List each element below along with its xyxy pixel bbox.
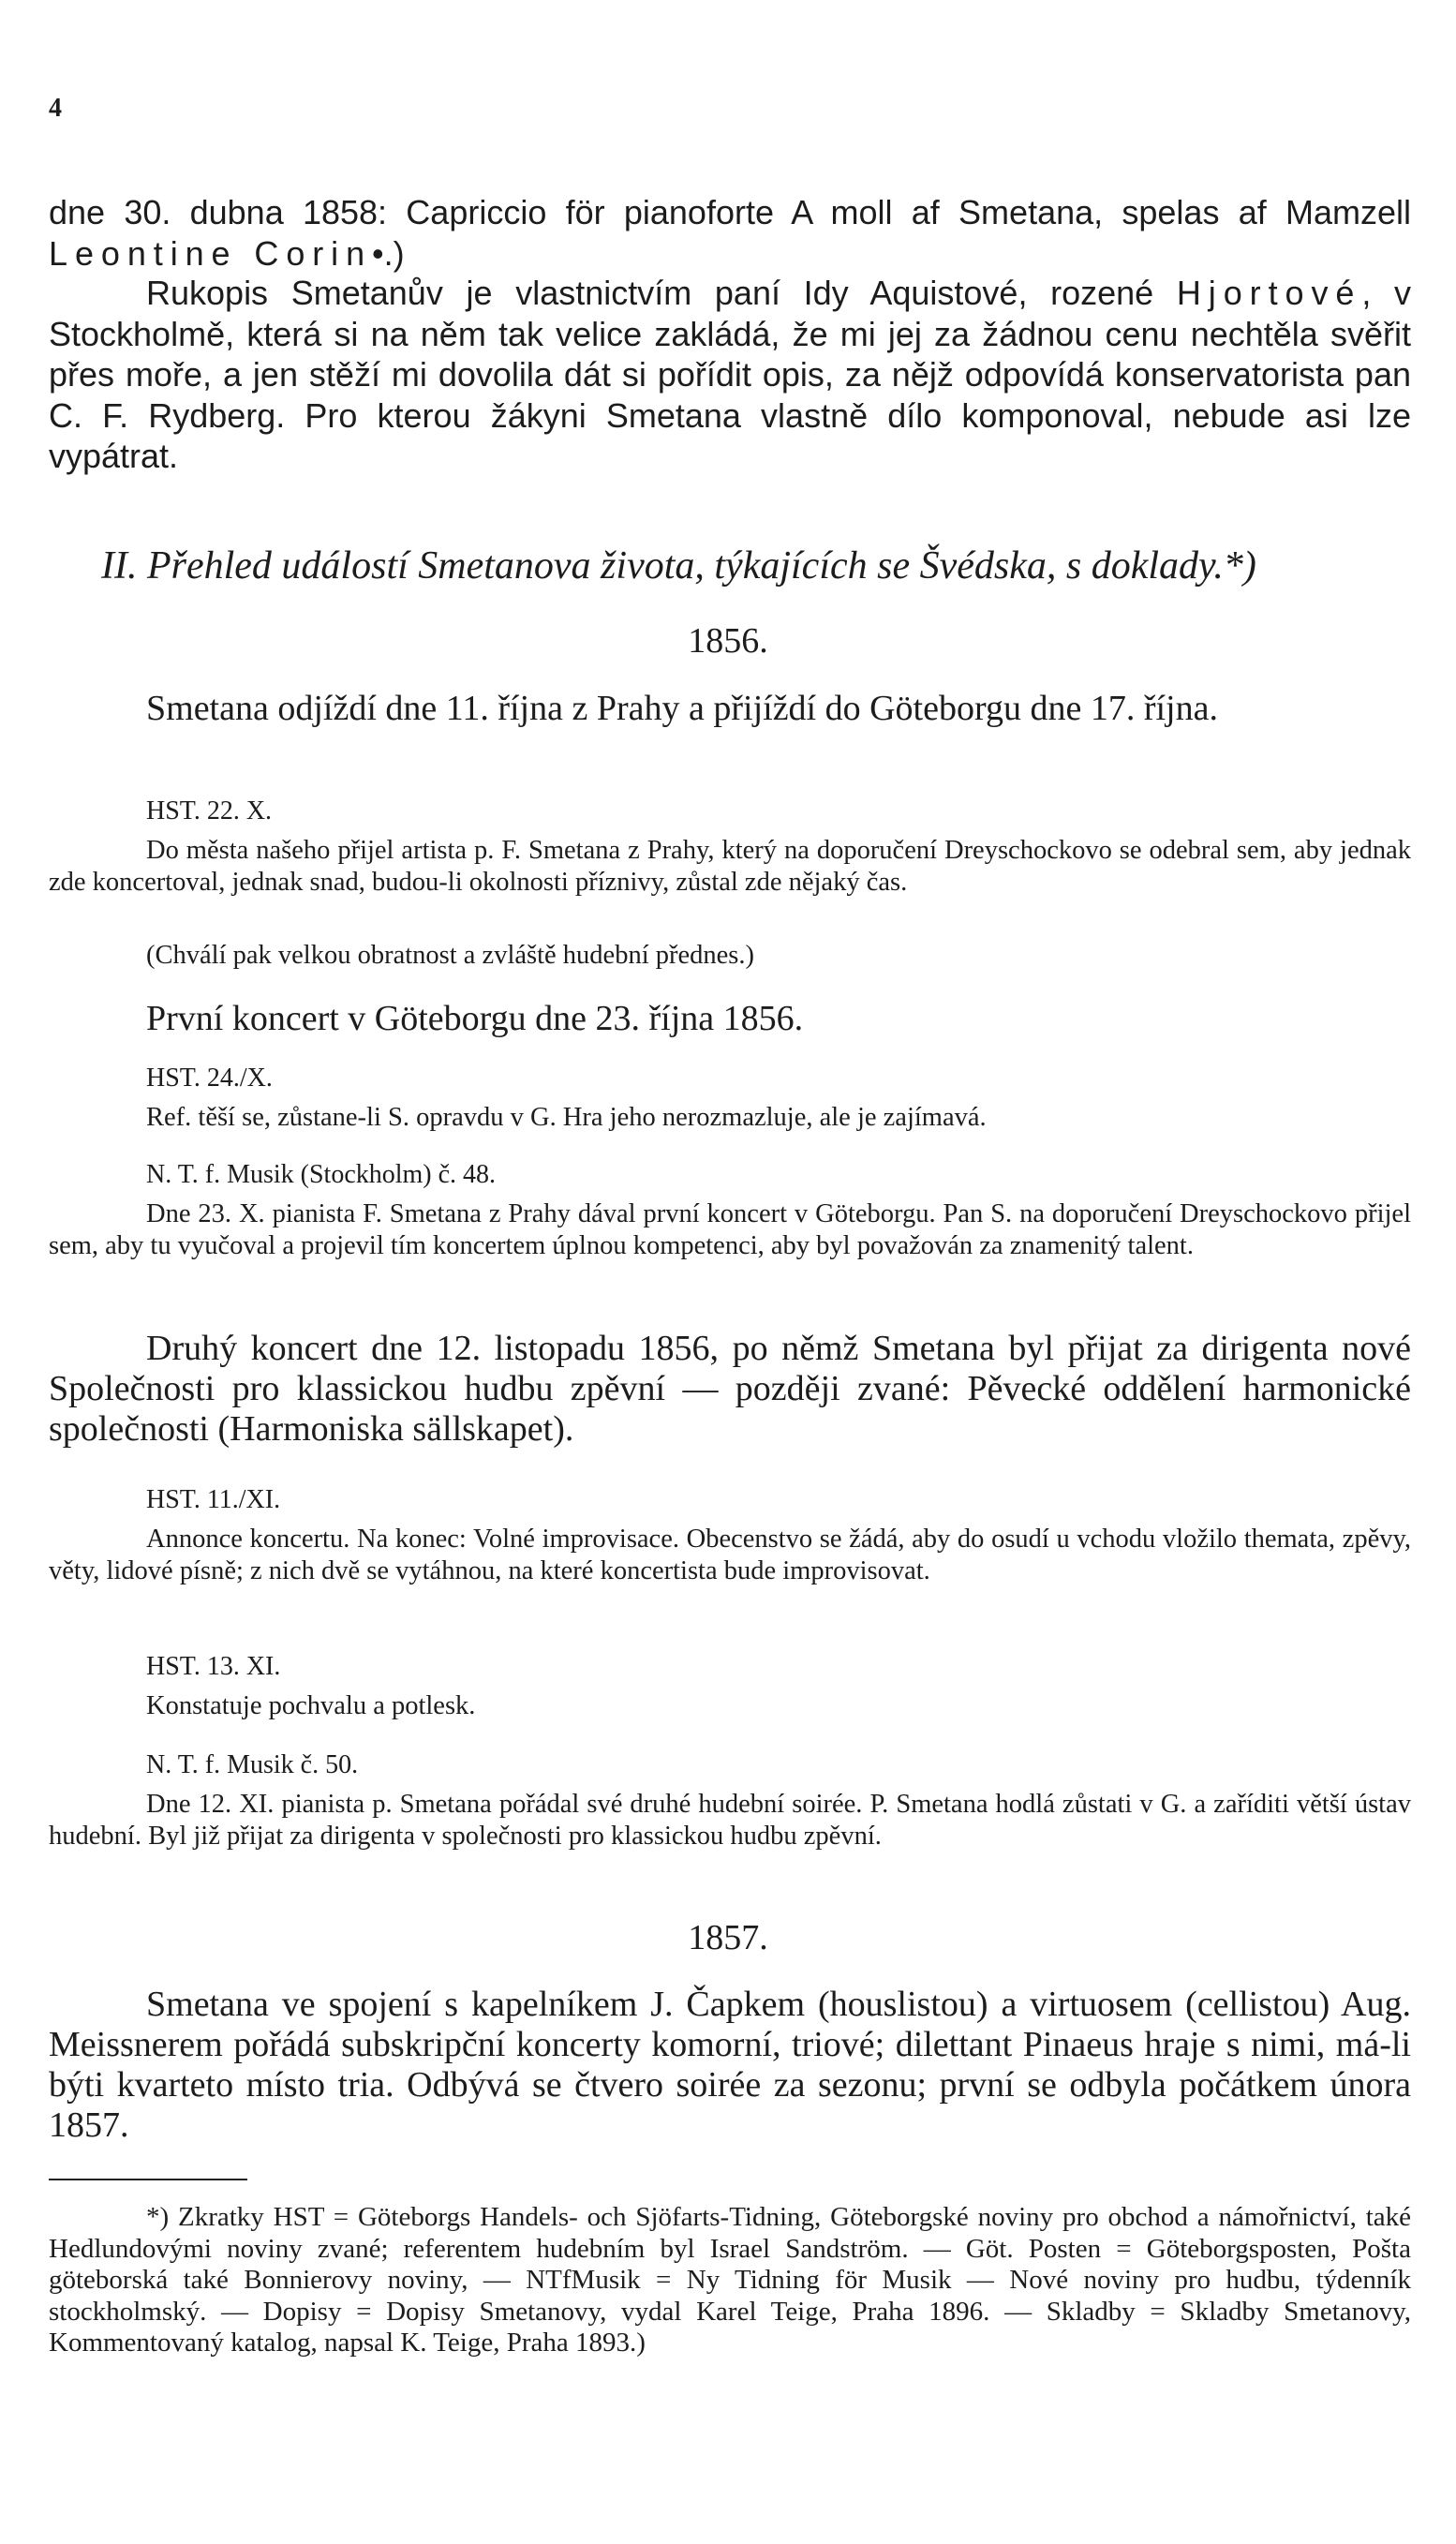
paragraph-1857: Smetana ve spojení s kapelníkem J. Čapkem (houslistou) a virtuosem (cellistou) Aug. Meissnerem pořádá subskripční koncerty komorní, triové; dilettant Pinaeus hraje s nimi, má-li býti kvarteto místo tria. Odbývá se čtvero soirée za sezonu; první se odbyla počátkem února 1857. xyxy=(49,1985,1411,2145)
first-concert-paragraph: První koncert v Göteborgu dne 23. října 1856. xyxy=(146,999,804,1038)
intro-para2-end: , v Stockholmě, která si na něm tak velice zakládá, že mi jej za žádnou cenu nechtěla svěřit přes moře, a jen stěží mi dovolila dát si pořídit opis, za nějž odpovídá konservatorista pan C. F. Rydberg. Pro kterou žákyni Smetana vlastně dílo komponoval, nebude asi lze vypátrat. xyxy=(49,274,1411,475)
quote-ntf-musik-50: Dne 12. XI. pianista p. Smetana pořádal své druhé hudební soirée. P. Smetana hodlá zůstati v G. a zaříditi větší ústav hudební. Byl již přijat za dirigenta v společnosti pro klassickou hudbu zpěvní. xyxy=(49,1790,1411,1851)
source-ntf-musik-48: N. T. f. Musik (Stockholm) č. 48. xyxy=(146,1160,497,1189)
year-1857: 1857. xyxy=(688,1918,768,1957)
source-hst-11-xi: HST. 11./XI. xyxy=(146,1485,281,1514)
intro-name-corin: Leontine Corin xyxy=(49,233,373,273)
source-hst-24-x: HST. 24./X. xyxy=(146,1064,273,1093)
source-ntf-musik-50: N. T. f. Musik č. 50. xyxy=(146,1750,359,1779)
footnote-divider xyxy=(49,2179,247,2180)
source-hst-22-x: HST. 22. X. xyxy=(146,796,273,826)
source-hst-13-xi: HST. 13. XI. xyxy=(146,1652,281,1681)
intro-line1-end: •.) xyxy=(372,233,405,273)
footnote-abbreviations: *) Zkratky HST = Göteborgs Handels- och Sjöfarts-Tidning, Göteborgské noviny pro obchod a námořnictví, také Hedlundovými noviny zvané; referentem hudebním byl Israel Sandström. — Göt. Posten = Göteborgsposten, Pošta göteborská také Bonnierovy noviny, — NTfMusik = Ny Tidning för Musik — Nové noviny pro hudbu, týdenník stockholmský. — Dopisy = Dopisy Smetanovy, vydal Karel Teige, Praha 1896. — Skladby = Skladby Smetanovy, Kommentovaný katalog, napsal K. Teige, Praha 1893.) xyxy=(49,2202,1411,2358)
quote-hst-22-x: Do města našeho přijel artista p. F. Smetana z Prahy, který na doporučení Dreyschockovo se odebral sem, aby jednak zde koncertoval, jednak snad, budou-li okolnosti příznivy, zůstal zde nějaký čas. xyxy=(49,836,1411,897)
quote-hst-13-xi: Konstatuje pochvalu a potlesk. xyxy=(146,1691,476,1720)
page-number: 4 xyxy=(49,94,62,123)
departure-paragraph: Smetana odjíždí dne 11. října z Prahy a přijíždí do Göteborgu dne 17. října. xyxy=(146,689,1218,728)
intro-paragraph-2 xyxy=(49,273,1411,477)
intro-para2-start: Rukopis Smetanův je vlastnictvím paní Idy Aquistové, rozené xyxy=(146,274,1154,312)
intro-name-hjortove: Hjortové xyxy=(1176,274,1362,312)
quote-hst-11-xi: Annonce koncertu. Na konec: Volné improvisace. Obecenstvo se žádá, aby do osudí u vchodu vložilo themata, zpěvy, věty, lidové písně; z nich dvě se vytáhnou, na které koncertista bude improvisovat. xyxy=(49,1525,1411,1585)
year-1856: 1856. xyxy=(688,621,768,661)
quote-hst-22-x-note: (Chválí pak velkou obratnost a zvláště hudební přednes.) xyxy=(146,941,754,970)
intro-paragraph-1 xyxy=(49,192,1411,274)
second-concert-paragraph: Druhý koncert dne 12. listopadu 1856, po němž Smetana byl přijat za dirigenta nové Společnosti pro klassickou hudbu zpěvní — později zvané: Pěvecké oddělení harmonické společnosti (Harmoniska sällskapet). xyxy=(49,1329,1411,1449)
section-heading: II. Přehled událostí Smetanova života, týkajících se Švédska, s doklady.*) xyxy=(101,544,1256,588)
intro-line1: dne 30. dubna 1858: Capriccio för pianoforte A moll af Smetana, spelas af Mamzell xyxy=(49,193,1411,231)
quote-hst-24-x: Ref. těší se, zůstane-li S. opravdu v G. Hra jeho nerozmazluje, ale je zajímavá. xyxy=(146,1103,987,1132)
quote-ntf-musik-48: Dne 23. X. pianista F. Smetana z Prahy dával první koncert v Göteborgu. Pan S. na doporučení Dreyschockovo přijel sem, aby tu vyučoval a projevil tím koncertem úplnou kompetenci, aby byl považován za znamenitý talent. xyxy=(49,1199,1411,1260)
